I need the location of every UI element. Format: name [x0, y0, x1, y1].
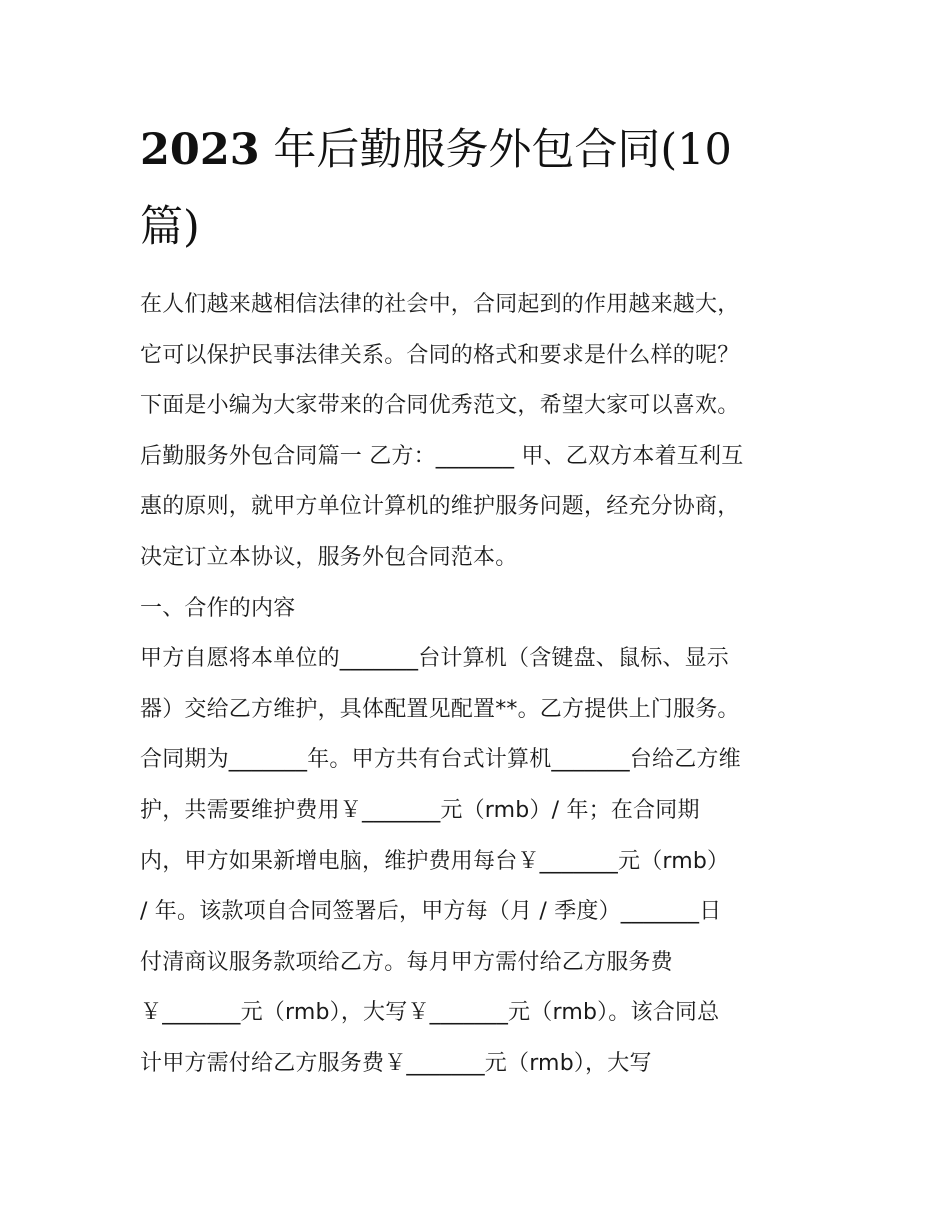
body-line: 惠的原则，就甲方单位计算机的维护服务问题，经充分协商，: [140, 494, 740, 520]
title-line-1: [140, 112, 820, 189]
body-line: 决定订立本协议，服务外包合同范本。: [140, 544, 518, 570]
body-line: 它可以保护民事法律关系。合同的格式和要求是什么样的呢？: [140, 342, 740, 368]
body-line: 后勤服务外包合同篇一 乙方：_______ 甲、乙双方本着互利互: [140, 443, 744, 469]
title-line-2: 篇): [140, 202, 200, 252]
body-line: 器）交给乙方维护，具体配置见配置**。乙方提供上门服务。: [140, 696, 740, 722]
body-line: ￥_______元（rmb），大写￥_______元（rmb）。该合同总: [140, 1000, 720, 1026]
body-line: 在人们越来越相信法律的社会中，合同起到的作用越来越大，: [140, 292, 740, 317]
body-line: 付清商议服务款项给乙方。每月甲方需付给乙方服务费: [140, 949, 673, 975]
document-body: [140, 280, 820, 1090]
body-line: 合同期为_______年。甲方共有台式计算机_______台给乙方维: [140, 747, 741, 773]
body-line: 内，甲方如果新增电脑，维护费用每台￥_______元（rmb）: [140, 848, 730, 874]
body-line: 护，共需要维护费用￥_______元（rmb）/ 年；在合同期: [140, 797, 700, 823]
body-line: 计甲方需付给乙方服务费￥_______元（rmb），大写: [140, 1050, 652, 1076]
section-heading: 一、合作的内容: [140, 595, 296, 621]
body-line: 甲方自愿将本单位的_______台计算机（含键盘、鼠标、显示: [140, 646, 730, 672]
document-title: [140, 112, 820, 266]
body-line: / 年。该款项自合同签署后，甲方每（月 / 季度）_______日: [140, 899, 722, 925]
title-year: 2023: [140, 125, 260, 175]
body-line: 下面是小编为大家带来的合同优秀范文，希望大家可以喜欢。: [140, 393, 740, 419]
title-text: 年后勤服务外包合同(10: [259, 125, 732, 175]
